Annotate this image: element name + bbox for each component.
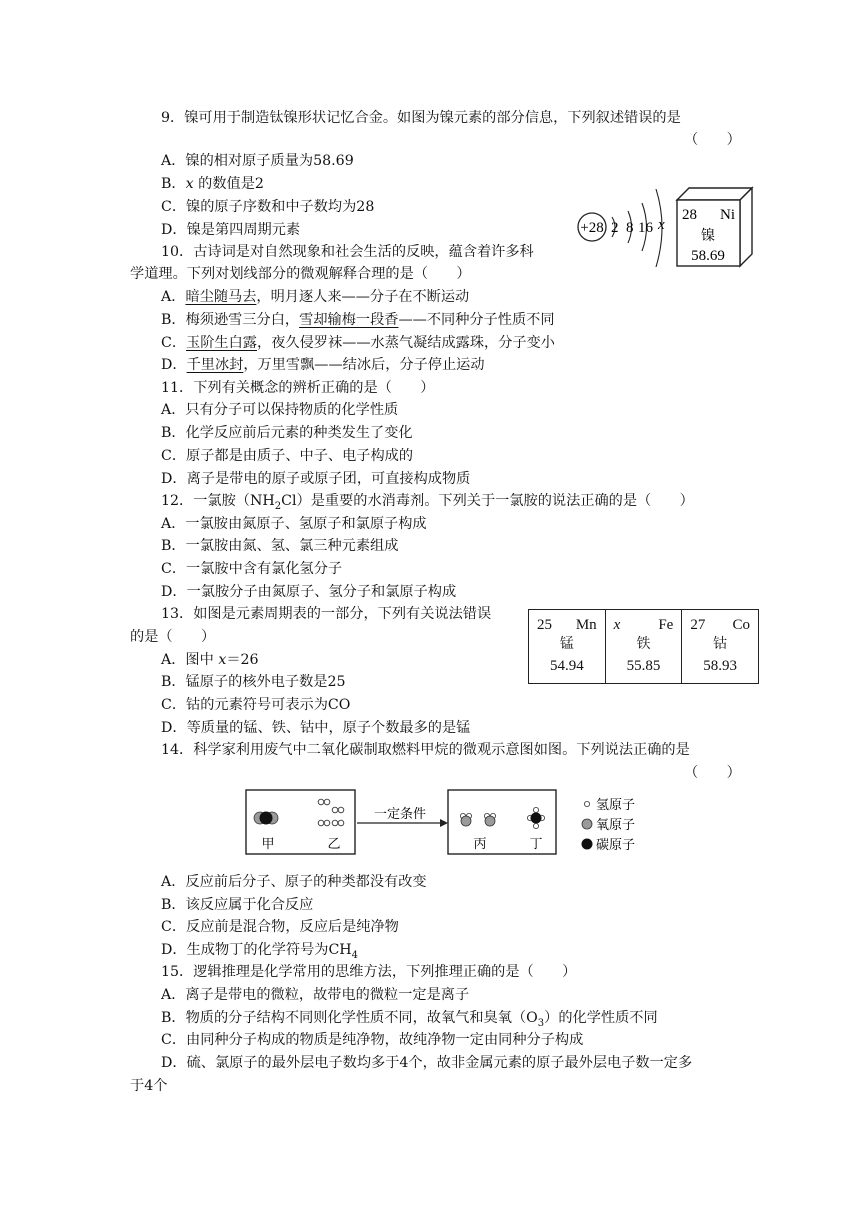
nickel-atom-structure-diagram [572,183,676,271]
shell-4-electrons: x [658,217,665,233]
label-jia: 甲 [261,837,275,852]
q15-option-c: C．由同种分子构成的物质是纯净物，故纯净物一定由同种分子构成 [161,1032,584,1048]
legend-carbon-swatch [582,839,593,850]
q15-stem: 15．逻辑推理是化学常用的思维方法，下列推理正确的是（ ） [161,964,577,980]
q12-option-a: A．一氯胺由氮原子、氢原子和氯原子构成 [161,516,427,532]
q13-option-a: A．图中 x＝26 [161,652,259,668]
legend [582,798,636,853]
q14-option-d: D．生成物丁的化学符号为$CH_4$ [161,942,359,961]
q10-option-c: C．玉阶生白露，夜久侵罗袜——水蒸气凝结成露珠，分子变小 [161,335,555,351]
q9-option-d: D．镍是第四周期元素 [161,222,301,238]
q14-answer-paren: （ ） [684,765,741,781]
q15-option-d-line2: 于4个 [130,1078,168,1094]
q10-stem-line1: 10．古诗词是对自然现象和社会生活的反映，蕴含着许多科 [161,244,534,260]
reaction-condition: 一定条件 [373,807,427,822]
q10-option-b: B．梅须逊雪三分白，雪却输梅一段香——不同种分子性质不同 [161,312,555,328]
q13-option-b: B．锰原子的核外电子数是25 [161,674,346,690]
q13-stem-line1: 13．如图是元素周期表的一部分，下列有关说法错误 [161,606,492,622]
q9-stem: 9．镍可用于制造钛镍形状记忆合金。如图为镍元素的部分信息，下列叙述错误的是 [161,110,681,126]
q11-option-c: C．原子都是由质子、中子、电子构成的 [161,448,414,464]
q11-option-a: A．只有分子可以保持物质的化学性质 [161,402,399,418]
q10-option-d: D．千里冰封，万里雪飘——结冰后，分子停止运动 [161,357,485,373]
reaction-micro-diagram [244,788,664,860]
element-symbol: Ni [720,207,735,223]
shell-2-electrons: 8 [626,220,634,236]
legend-oxygen-swatch [582,819,592,829]
legend-carbon: 碳原子 [596,838,636,853]
q9-option-c: C．镍的原子序数和中子数均为28 [161,199,375,215]
q10-stem-line2: 学道理。下列对划线部分的微观解释合理的是（ ） [130,266,471,282]
q13-option-c: C．钴的元素符号可表示为CO [161,697,351,713]
q14-option-b: B．该反应属于化合反应 [161,897,314,913]
shell-3-electrons: 16 [638,220,653,236]
q9-option-b: B．x 的数值是2 [161,176,264,192]
label-ding: 丁 [529,837,543,852]
q13-stem-line2: 的是（ ） [130,629,216,645]
q15-option-a: A．离子是带电的微粒，故带电的微粒一定是离子 [161,987,470,1003]
element-name: 镍 [701,228,715,244]
q11-option-b: B．化学反应前后元素的种类发生了变化 [161,425,413,441]
q9-answer-paren: （ ） [684,132,741,148]
nucleus-charge: +28 [580,220,604,236]
shell-1-electrons: 2 [611,220,619,236]
q11-stem: 11．下列有关概念的辨析正确的是（ ） [161,380,435,396]
q12-option-c: C．一氯胺中含有氯化氢分子 [161,561,343,577]
label-yi: 乙 [327,837,341,852]
element-cell-fe: x Fe 铁 55.85 [606,610,683,683]
element-atomic-number: 28 [682,207,697,223]
q13-option-d: D．等质量的锰、铁、钴中，原子个数最多的是锰 [161,720,471,736]
q9-option-a: A．镍的相对原子质量为58.69 [161,153,354,169]
label-bing: 丙 [473,837,487,852]
element-mass: 58.69 [691,248,725,264]
q14-stem: 14．科学家利用废气中二氧化碳制取燃料甲烷的微观示意图如图。下列说法正确的是 [161,742,690,758]
element-cell-co: 27 Co 钴 58.93 [690,617,751,674]
q12-stem: 12．一氯胺$(NH_2Cl)$是重要的水消毒剂。下列关于一氯胺的说法正确的是（ ） [161,493,694,512]
periodic-table-fragment [528,609,759,684]
nickel-element-box [672,184,758,270]
q10-option-a: A．暗尘随马去，明月逐人来——分子在不断运动 [161,289,470,305]
legend-oxygen: 氧原子 [596,818,636,833]
q15-option-d-line1: D．硫、氯原子的最外层电子数均多于4个，故非金属元素的原子最外层电子数一定多 [161,1055,693,1071]
q12-option-d: D．一氯胺分子由氮原子、氢分子和氯原子构成 [161,584,457,600]
q12-option-b: B．一氯胺由氮、氢、氯三种元素组成 [161,538,399,554]
q11-option-d: D．离子是带电的原子或原子团，可直接构成物质 [161,471,471,487]
legend-hydrogen: 氢原子 [596,798,636,813]
q14-option-a: A．反应前后分子、原子的种类都没有改变 [161,874,427,890]
element-cell-mn: 25 Mn 锰 54.94 [529,610,606,683]
q15-option-b: B．物质的分子结构不同则化学性质不同，故氧气和臭氧$(O_3)$的化学性质不同 [161,1010,658,1029]
q14-option-c: C．反应前是混合物，反应后是纯净物 [161,919,399,935]
carbon-atom [260,812,273,825]
legend-hydrogen-swatch [584,801,589,806]
